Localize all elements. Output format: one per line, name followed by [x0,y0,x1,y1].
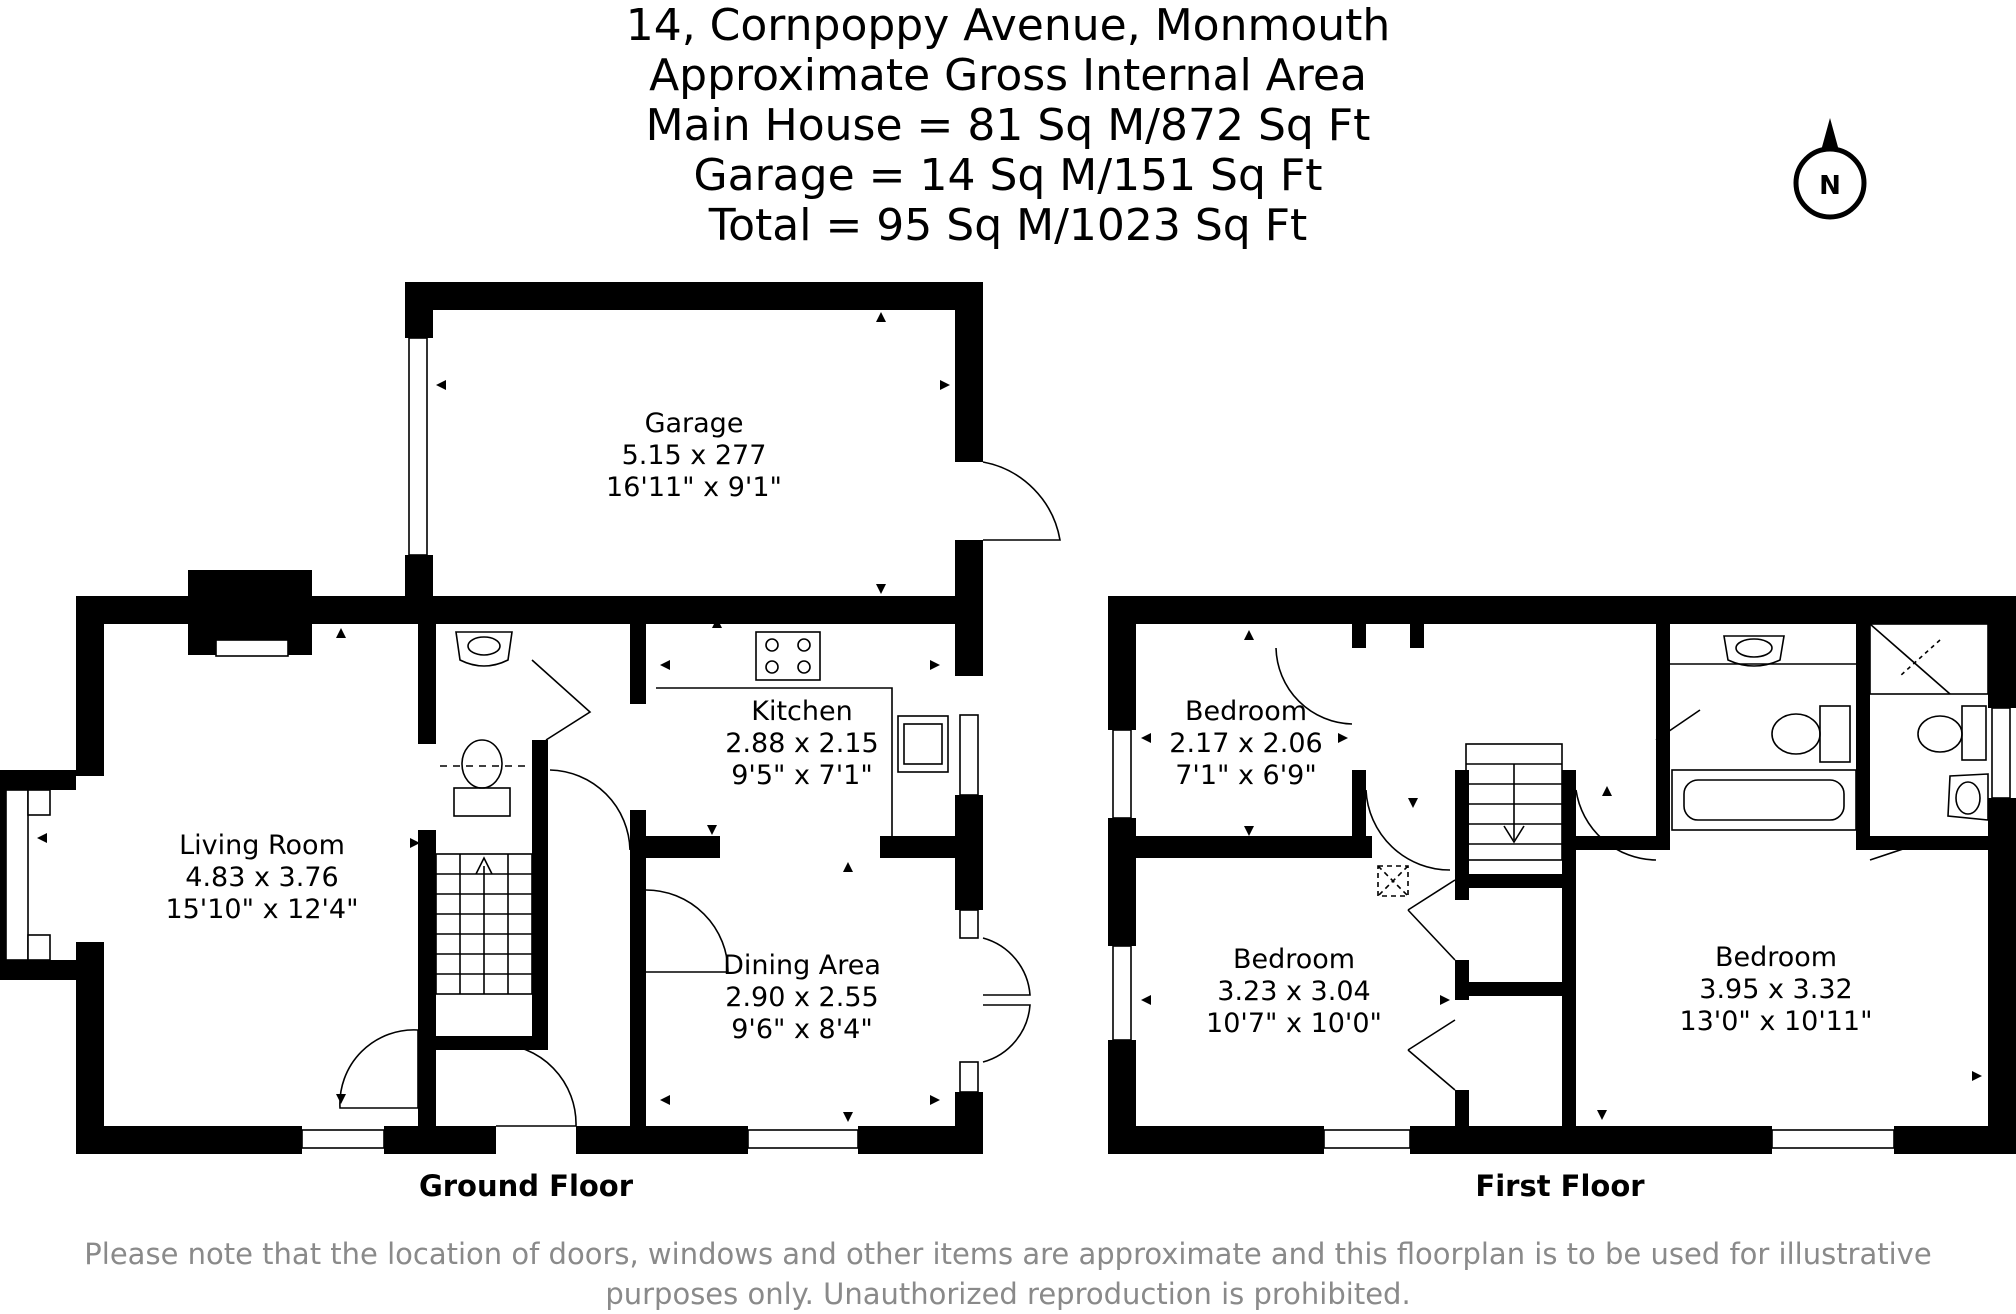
room-living-room-imperial: 15'10" x 12'4" [165,894,359,925]
ground-floor-label: Ground Floor [418,1169,634,1203]
room-living-room-metric: 4.83 x 3.76 [185,862,339,893]
room-bedroom-small-name: Bedroom [1184,696,1308,727]
room-bedroom-large-metric: 3.95 x 3.32 [1699,974,1853,1005]
room-bedroom-large-name: Bedroom [1714,942,1838,973]
north-arrow-icon [1790,118,1870,228]
compass [1790,118,1870,228]
room-dining-area-metric: 2.90 x 2.55 [725,982,879,1013]
ground-floor-plan [0,282,1060,1154]
area-subtitle: Approximate Gross Internal Area [649,50,1367,101]
first-floor-label: First Floor [1475,1169,1645,1203]
compass-label: N [1819,171,1841,201]
total-area: Total = 95 Sq M/1023 Sq Ft [708,200,1308,251]
disclaimer-line-1: Please note that the location of doors, windows and other items are approximate and this floorplan is to be used for illustrative [84,1237,1932,1271]
room-garage-imperial: 16'11" x 9'1" [606,472,782,503]
first-floor-plan [1108,596,2016,1154]
room-dining-area-imperial: 9'6" x 8'4" [731,1014,873,1045]
room-dining-area-name: Dining Area [723,950,881,981]
room-living-room [165,830,358,925]
room-bedroom-mid [1206,944,1382,1039]
room-bedroom-small-metric: 2.17 x 2.06 [1169,728,1323,759]
room-garage-name: Garage [644,408,744,439]
room-dining-area [723,950,881,1045]
room-kitchen-name: Kitchen [751,696,853,727]
room-bedroom-mid-name: Bedroom [1232,944,1356,975]
room-kitchen [725,696,878,791]
room-kitchen-imperial: 9'5" x 7'1" [731,760,873,791]
room-bedroom-mid-imperial: 10'7" x 10'0" [1206,1008,1382,1039]
room-bedroom-large-imperial: 13'0" x 10'11" [1679,1006,1873,1037]
address-title: 14, Cornpoppy Avenue, Monmouth [625,0,1391,51]
room-kitchen-metric: 2.88 x 2.15 [725,728,879,759]
room-living-room-name: Living Room [179,830,345,861]
room-bedroom-mid-metric: 3.23 x 3.04 [1217,976,1371,1007]
room-garage-metric: 5.15 x 277 [621,440,767,471]
room-bedroom-large [1679,942,1872,1037]
room-bedroom-small [1169,696,1322,791]
garage-area: Garage = 14 Sq M/151 Sq Ft [693,150,1323,201]
disclaimer-line-2: purposes only. Unauthorized reproduction is prohibited. [605,1277,1411,1311]
room-garage [606,408,782,503]
main-house-area: Main House = 81 Sq M/872 Sq Ft [645,100,1371,151]
room-bedroom-small-imperial: 7'1" x 6'9" [1175,760,1317,791]
